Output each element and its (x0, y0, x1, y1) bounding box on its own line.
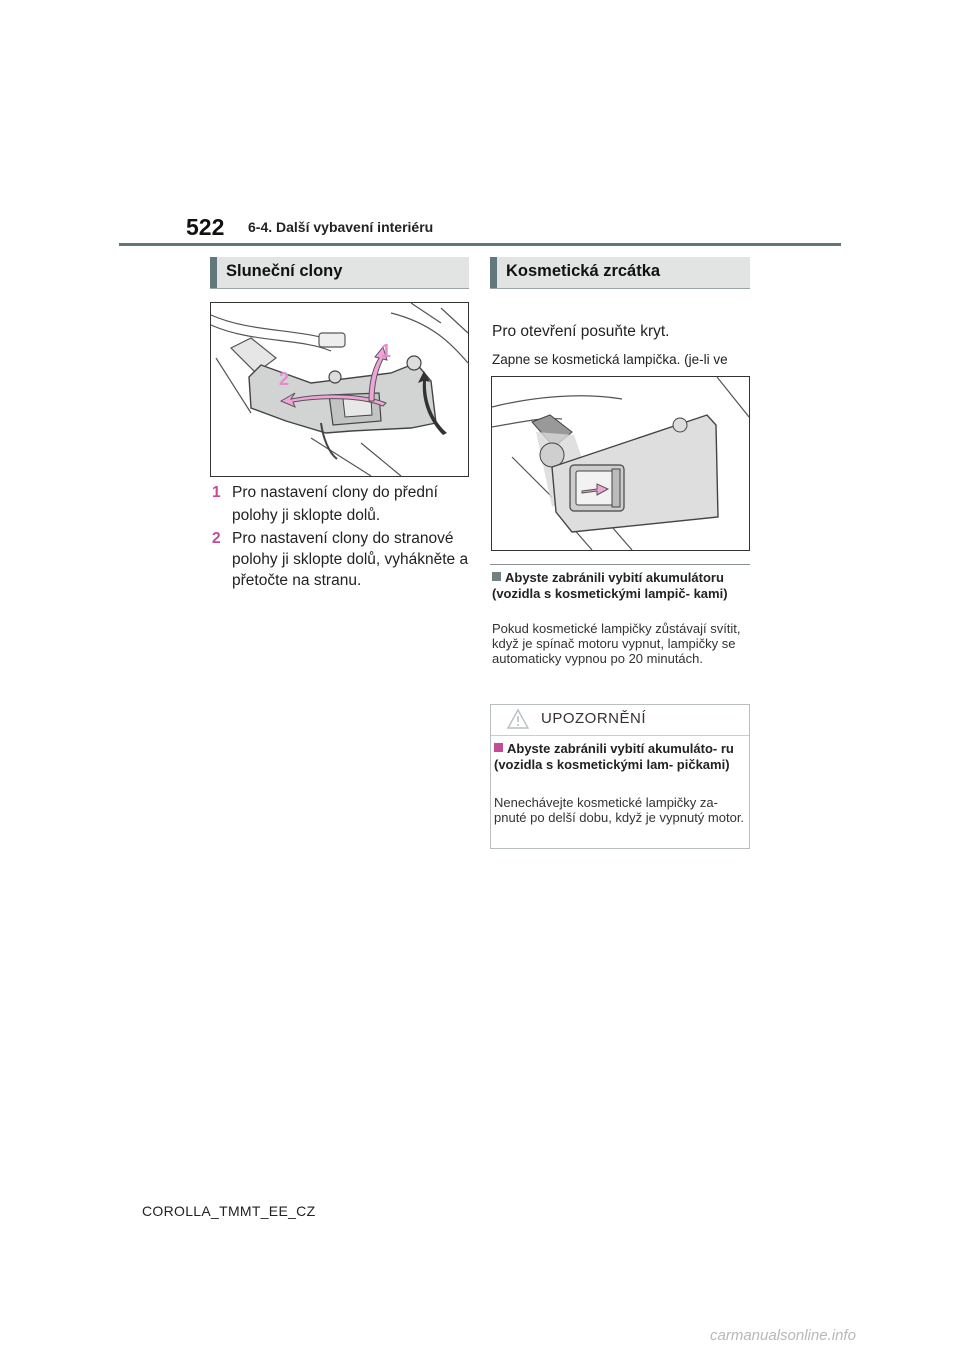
step-number: 2 (212, 530, 221, 547)
watermark: carmanualsonline.info (710, 1327, 856, 1344)
warning-triangle-icon (506, 708, 530, 735)
figure-label-1: 1 (381, 341, 392, 361)
section-heading-text: Sluneční clony (226, 262, 343, 280)
mirror-instruction: Pro otevření posuňte kryt. (492, 323, 670, 340)
step-text: Pro nastavení clony do stranové polohy ji sklopte dolů, vyhákněte a přetočte na stranu. (232, 530, 469, 589)
sun-visor-drawing (211, 303, 468, 476)
step-number: 1 (212, 484, 221, 501)
section-heading-sun-visors (210, 257, 469, 289)
warning-divider (491, 735, 749, 736)
warning-title-text: Abyste zabránili vybití akumuláto- ru (vozidla s kosmetickými lam- pičkami) (494, 741, 734, 772)
step-text: Pro nastavení clony do přední polohy ji sklopte dolů. (232, 484, 438, 524)
warning-body: Nenechávejte kosmetické lampičky za- pnuté po delší dobu, když je vypnutý motor. (494, 795, 745, 825)
info-title (492, 570, 754, 601)
step-1 (212, 481, 474, 527)
section-heading-bar (490, 257, 497, 288)
section-heading-bar (210, 257, 217, 288)
vanity-mirror-illustration (491, 376, 750, 551)
warning-heading: UPOZORNĚNÍ (541, 710, 647, 727)
section-heading-vanity-mirrors (490, 257, 750, 289)
info-rule (490, 564, 750, 565)
figure-label-2: 2 (279, 369, 290, 389)
section-heading-text: Kosmetická zrcátka (506, 262, 661, 280)
bullet-square-icon (492, 572, 501, 581)
chapter-title: 6-4. Další vybavení interiéru (248, 219, 434, 235)
step-2 (212, 528, 474, 591)
warning-title (494, 741, 750, 772)
sun-visor-illustration (210, 302, 469, 477)
bullet-square-icon (494, 743, 503, 752)
header-rule (119, 243, 841, 246)
info-title-text: Abyste zabránili vybití akumulátoru (vozidla s kosmetickými lampič- kami) (492, 570, 728, 601)
footer-model-code: COROLLA_TMMT_EE_CZ (142, 1203, 316, 1219)
info-body: Pokud kosmetické lampičky zůstávají svítit, když je spínač motoru vypnut, lampičky se automaticky vypnou po 20 minutách. (492, 621, 741, 666)
vanity-mirror-drawing (492, 377, 749, 550)
page-number: 522 (186, 214, 225, 240)
mirror-lamp-note: Zapne se kosmetická lampička. (je-li ve (492, 352, 728, 367)
